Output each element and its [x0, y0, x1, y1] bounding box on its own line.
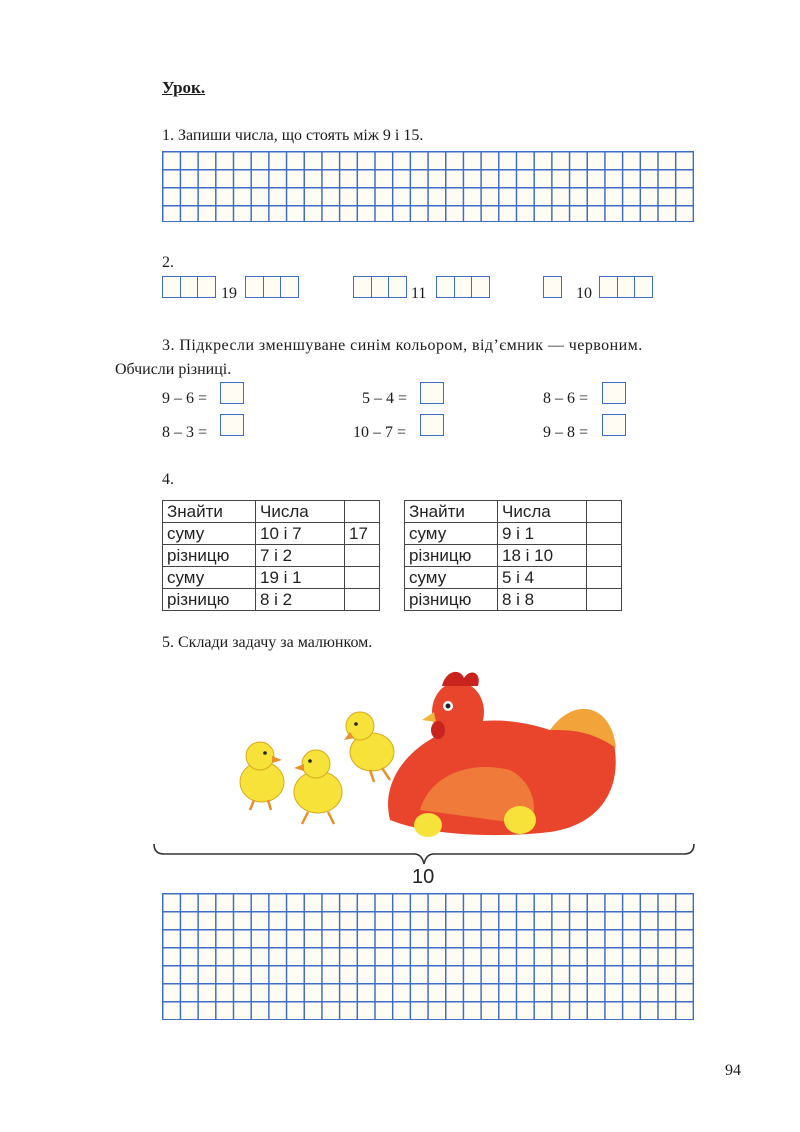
- task3-expression-5: 10 – 7 =: [353, 424, 407, 441]
- cell-operation: суму: [405, 567, 498, 589]
- header-find: Знайти: [405, 501, 498, 523]
- lesson-title: Урок.: [162, 78, 206, 97]
- task4-table-right: [404, 500, 622, 611]
- cell-answer[interactable]: [587, 589, 622, 611]
- task1-answer-grid[interactable]: [162, 151, 694, 222]
- brace-label: 10: [412, 866, 435, 888]
- cell-operation: різницю: [163, 545, 256, 567]
- task3-line2: Обчисли різниці.: [115, 361, 232, 378]
- table-row: [163, 589, 380, 611]
- table-row: [163, 567, 380, 589]
- table-row: [405, 523, 622, 545]
- task3-answer-box-3[interactable]: [602, 382, 626, 404]
- task2-boxes-1a[interactable]: [162, 276, 215, 298]
- cell-answer[interactable]: [345, 567, 380, 589]
- cell-operation: різницю: [163, 589, 256, 611]
- table-header-row: [163, 501, 380, 523]
- table-header-row: [405, 501, 622, 523]
- cell-numbers: 7 і 2: [256, 545, 345, 567]
- task3-expression-3: 8 – 6 =: [543, 390, 589, 407]
- task2-boxes-3a[interactable]: [543, 276, 562, 298]
- cell-numbers: 18 і 10: [498, 545, 587, 567]
- header-find: Знайти: [163, 501, 256, 523]
- hen-with-chicks-illustration: [220, 660, 630, 840]
- chick-icon: [294, 750, 342, 824]
- cell-numbers: 9 і 1: [498, 523, 587, 545]
- chick-icon: [240, 742, 284, 810]
- task2-boxes-3b[interactable]: [599, 276, 652, 298]
- task4-table-left: [162, 500, 380, 611]
- chick-icon: [344, 712, 394, 782]
- task3-answer-box-2[interactable]: [420, 382, 444, 404]
- task2-boxes-1b[interactable]: [245, 276, 298, 298]
- task3-line1: 3. Підкресли зменшуване синім кольором, від’ємник — червоним.: [162, 337, 643, 354]
- cell-operation: різницю: [405, 545, 498, 567]
- cell-numbers: 5 і 4: [498, 567, 587, 589]
- task3-answer-box-1[interactable]: [220, 382, 244, 404]
- table-row: [405, 545, 622, 567]
- cell-operation: суму: [163, 567, 256, 589]
- task2-number-3: 10: [576, 285, 592, 302]
- task4-label: 4.: [162, 471, 174, 488]
- table-row: [163, 523, 380, 545]
- task3-answer-box-4[interactable]: [220, 414, 244, 436]
- cell-answer[interactable]: [587, 567, 622, 589]
- table-row: [163, 545, 380, 567]
- task3-expression-2: 5 – 4 =: [362, 390, 408, 407]
- cell-numbers: 10 і 7: [256, 523, 345, 545]
- header-numbers: Числа: [256, 501, 345, 523]
- task2-boxes-2b[interactable]: [436, 276, 489, 298]
- task3-expression-4: 8 – 3 =: [162, 424, 208, 441]
- task3-expression-6: 9 – 8 =: [543, 424, 589, 441]
- header-answer: [345, 501, 380, 523]
- task2-label: 2.: [162, 254, 174, 271]
- cell-answer[interactable]: [345, 589, 380, 611]
- task3-answer-box-5[interactable]: [420, 414, 444, 436]
- task2-boxes-2a[interactable]: [353, 276, 406, 298]
- header-numbers: Числа: [498, 501, 587, 523]
- task3-expression-1: 9 – 6 =: [162, 390, 208, 407]
- task5-answer-grid[interactable]: [162, 893, 694, 1020]
- table-row: [405, 567, 622, 589]
- page-number: 94: [725, 1062, 741, 1079]
- cell-operation: суму: [163, 523, 256, 545]
- hen-icon: [388, 672, 616, 837]
- cell-numbers: 8 і 2: [256, 589, 345, 611]
- task2-number-1: 19: [221, 285, 237, 302]
- brace: [152, 842, 697, 866]
- cell-answer[interactable]: [587, 545, 622, 567]
- task3-answer-box-6[interactable]: [602, 414, 626, 436]
- task1-text: 1. Запиши числа, що стоять між 9 і 15.: [162, 127, 424, 144]
- task5-text: 5. Склади задачу за малюнком.: [162, 634, 373, 651]
- cell-numbers: 19 і 1: [256, 567, 345, 589]
- cell-answer[interactable]: [587, 523, 622, 545]
- cell-numbers: 8 і 8: [498, 589, 587, 611]
- cell-operation: різницю: [405, 589, 498, 611]
- cell-answer[interactable]: 17: [345, 523, 380, 545]
- task2-number-2: 11: [411, 285, 427, 302]
- header-answer: [587, 501, 622, 523]
- table-row: [405, 589, 622, 611]
- cell-operation: суму: [405, 523, 498, 545]
- cell-answer[interactable]: [345, 545, 380, 567]
